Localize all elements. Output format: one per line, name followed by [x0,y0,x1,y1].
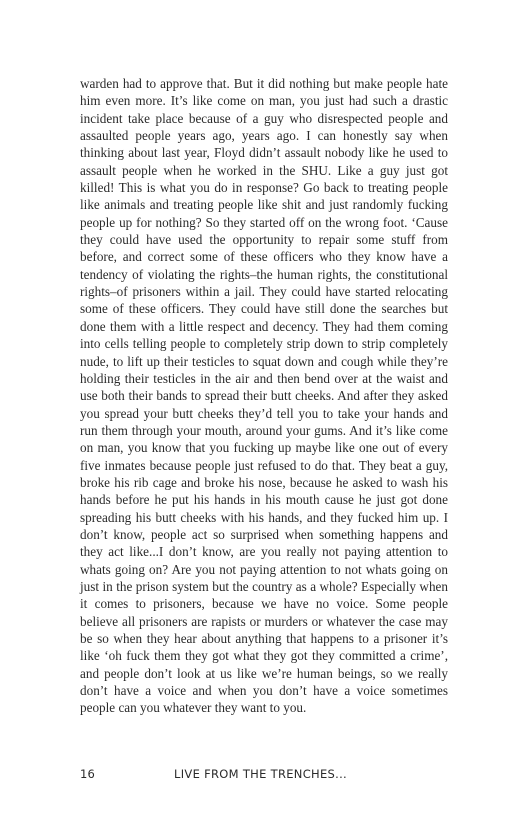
body-paragraph: warden had to approve that. But it did nothing but make people hate him even more. It’s like come on man, you just had such a drastic incident take place because of a guy who disrespected people and assaulted people years ago, years ago. I can honestly say when thinking about last year, Floyd didn’t assault nobody like he used to assault people when he worked in the SHU. Like a guy just got killed! This is what you do in response? Go back to treating people like animals and treating people like shit and just randomly fucking people up for nothing? So they started off on the wrong foot. ‘Cause they could have used the opportunity to repair some stuff from before, and correct some of these officers who they know have a tendency of violating the rights–the human rights, the constitutional rights–of prisoners within a jail. They could have started relocating some of these officers. They could have still done the searches but done them with a little respect and decency. They had them coming into cells telling people to completely strip down to strip completely nude, to lift up their testicles to squat down and cough while they’re holding their testicles in the air and then bend over at the waist and use both their bands to spread their butt cheeks. And after they asked you spread your butt cheeks they’d tell you to take your hands and run them through your mouth, around your gums. And it’s like come on man, you know that you fucking up maybe like one out of every five inmates because people just refused to do that. They beat a guy, broke his rib cage and broke his nose, because he asked to wash his hands before he put his hands in his mouth cause he just got done spreading his butt cheeks with his hands, and they fucked him up. I don’t know, people act so surprised when something happens and they act like...I don’t know, are you really not paying attention to whats going on? Are you not paying attention to not whats going on just in the prison system but the country as a whole? Especially when it comes to prisoners, because we have no voice. Some people believe all prisoners are rapists or murders or whatever the case may be so when they hear about anything that happens to a prisoner it’s like ‘oh fuck them they got what they got they committed a crime’, and people don’t look at us like we’re human beings, so we really don’t have a voice and when you don’t have a voice sometimes people can you whatever they want to you. [80,76,448,716]
running-footer-title: LIVE FROM THE TRENCHES... [174,767,348,781]
page-number: 16 [80,767,96,781]
